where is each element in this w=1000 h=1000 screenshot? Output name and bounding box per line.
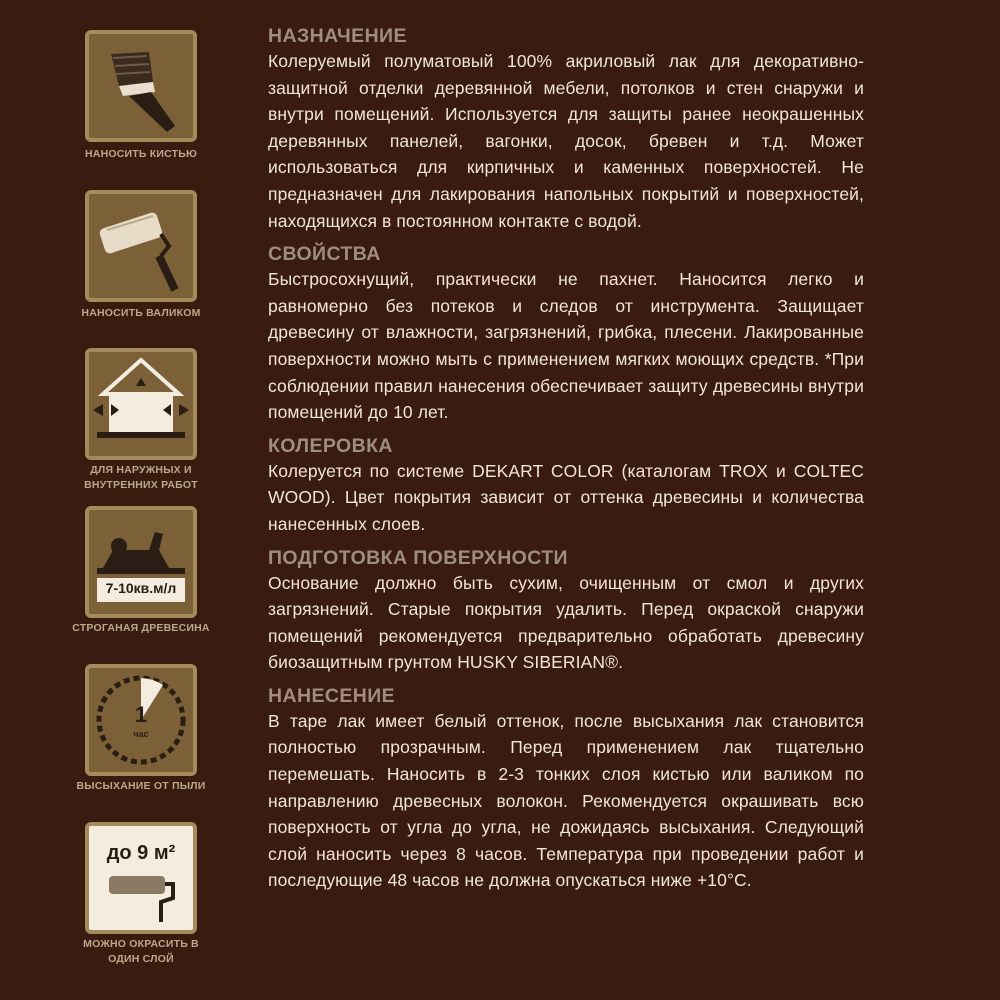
paint-roller-icon-tile <box>85 190 197 302</box>
house-arrows-icon <box>89 352 193 456</box>
section-body-properties: Быстросохнущий, практически не пахнет. Наносится легко и равномерно без потеков и следов от инструмента. Защищает древесину от влажности, загрязнений, грибка, плесени. Лакированные поверхности можно мыть с применением мягких моющих средств. *При соблюдении правил нанесения обеспечивает защиту древесины внутри помещений до 10 лет. <box>268 269 864 423</box>
section-body-purpose: Колеруемый полуматовый 100% акриловый лак для декоративно-защитной отделки деревянной мебели, потолков и стен снаружи и внутри помещений. Используется для защиты ранее неокрашенных деревянных панелей, вагонки, досок, бревен и т.д. Может использоваться для кирпичных и каменных поверхностей. Не предназначен для лакирования напольных покрытий и поверхностей, находящихся в постоянном контакте с водой. <box>268 51 864 231</box>
paint-brush-icon-tile <box>85 30 197 142</box>
wood-plane-icon-tile <box>85 506 197 618</box>
section-title-tinting: КОЛЕРОВКА <box>268 434 393 457</box>
drying-time-unit: час <box>133 729 149 739</box>
section-title-preparation: ПОДГОТОВКА ПОВЕРХНОСТИ <box>268 546 568 569</box>
instructions-text <box>268 24 864 902</box>
icon-caption-brush: НАНОСИТЬ КИСТЬЮ <box>85 148 197 160</box>
icon-caption-roller: НАНОСИТЬ ВАЛИКОМ <box>81 307 201 319</box>
icon-caption-plane: СТРОГАНАЯ ДРЕВЕСИНА <box>72 622 210 634</box>
coverage-icon-tile <box>85 822 197 934</box>
coverage-roller-icon <box>89 826 193 930</box>
section-body-application: В таре лак имеет белый оттенок, после высыхания лак становится полностью прозрачным. Перед применением лак тщательно перемешать. Наносить в 2-3 тонких слоя кистью или валиком по направлению древесных волокон. Рекомендуется окрашивать всю поверхность от угла до угла, не дожидаясь высыхания. Следующий слой наносить через 8 часов. Температура при проведении работ и последующие 48 часов не должна опускаться ниже +10°C. <box>268 710 864 891</box>
section-title-properties: СВОЙСТВА <box>268 243 381 266</box>
section-body-tinting: Колеруется по системе DEKART COLOR (каталогам TROX и COLTEC WOOD). Цвет покрытия зависит от оттенка древесины и количества нанесенных слоев. <box>268 460 864 534</box>
section-title-purpose: НАЗНАЧЕНИЕ <box>268 25 407 47</box>
icon-caption-coverage: МОЖНО ОКРАСИТЬ В ОДИН СЛОЙ <box>83 938 199 965</box>
house-arrows-icon-tile <box>85 348 197 460</box>
section-title-application: НАНЕСЕНИЕ <box>268 684 396 707</box>
clock-icon-tile <box>85 664 197 776</box>
paint-roller-icon <box>89 194 193 298</box>
section-body-preparation: Основание должно быть сухим, очищенным от смол и других загрязнений. Старые покрытия удалить. Перед окраской снаружи помещений рекомендуется предварительно обработать древесину биозащитным грунтом HUSKY SIBERIAN®. <box>268 572 864 673</box>
icon-caption-clock: ВЫСЫХАНИЕ ОТ ПЫЛИ <box>76 780 206 792</box>
drying-time-number: 1 <box>134 702 148 727</box>
coverage-area-label: до 9 м² <box>106 842 176 864</box>
coverage-rate-label: 7-10кв.м/л <box>105 580 177 596</box>
icon-caption-house: ДЛЯ НАРУЖНЫХ И ВНУТРЕННИХ РАБОТ <box>84 464 198 491</box>
paint-brush-icon <box>89 34 193 138</box>
icon-sidebar <box>0 0 250 1000</box>
